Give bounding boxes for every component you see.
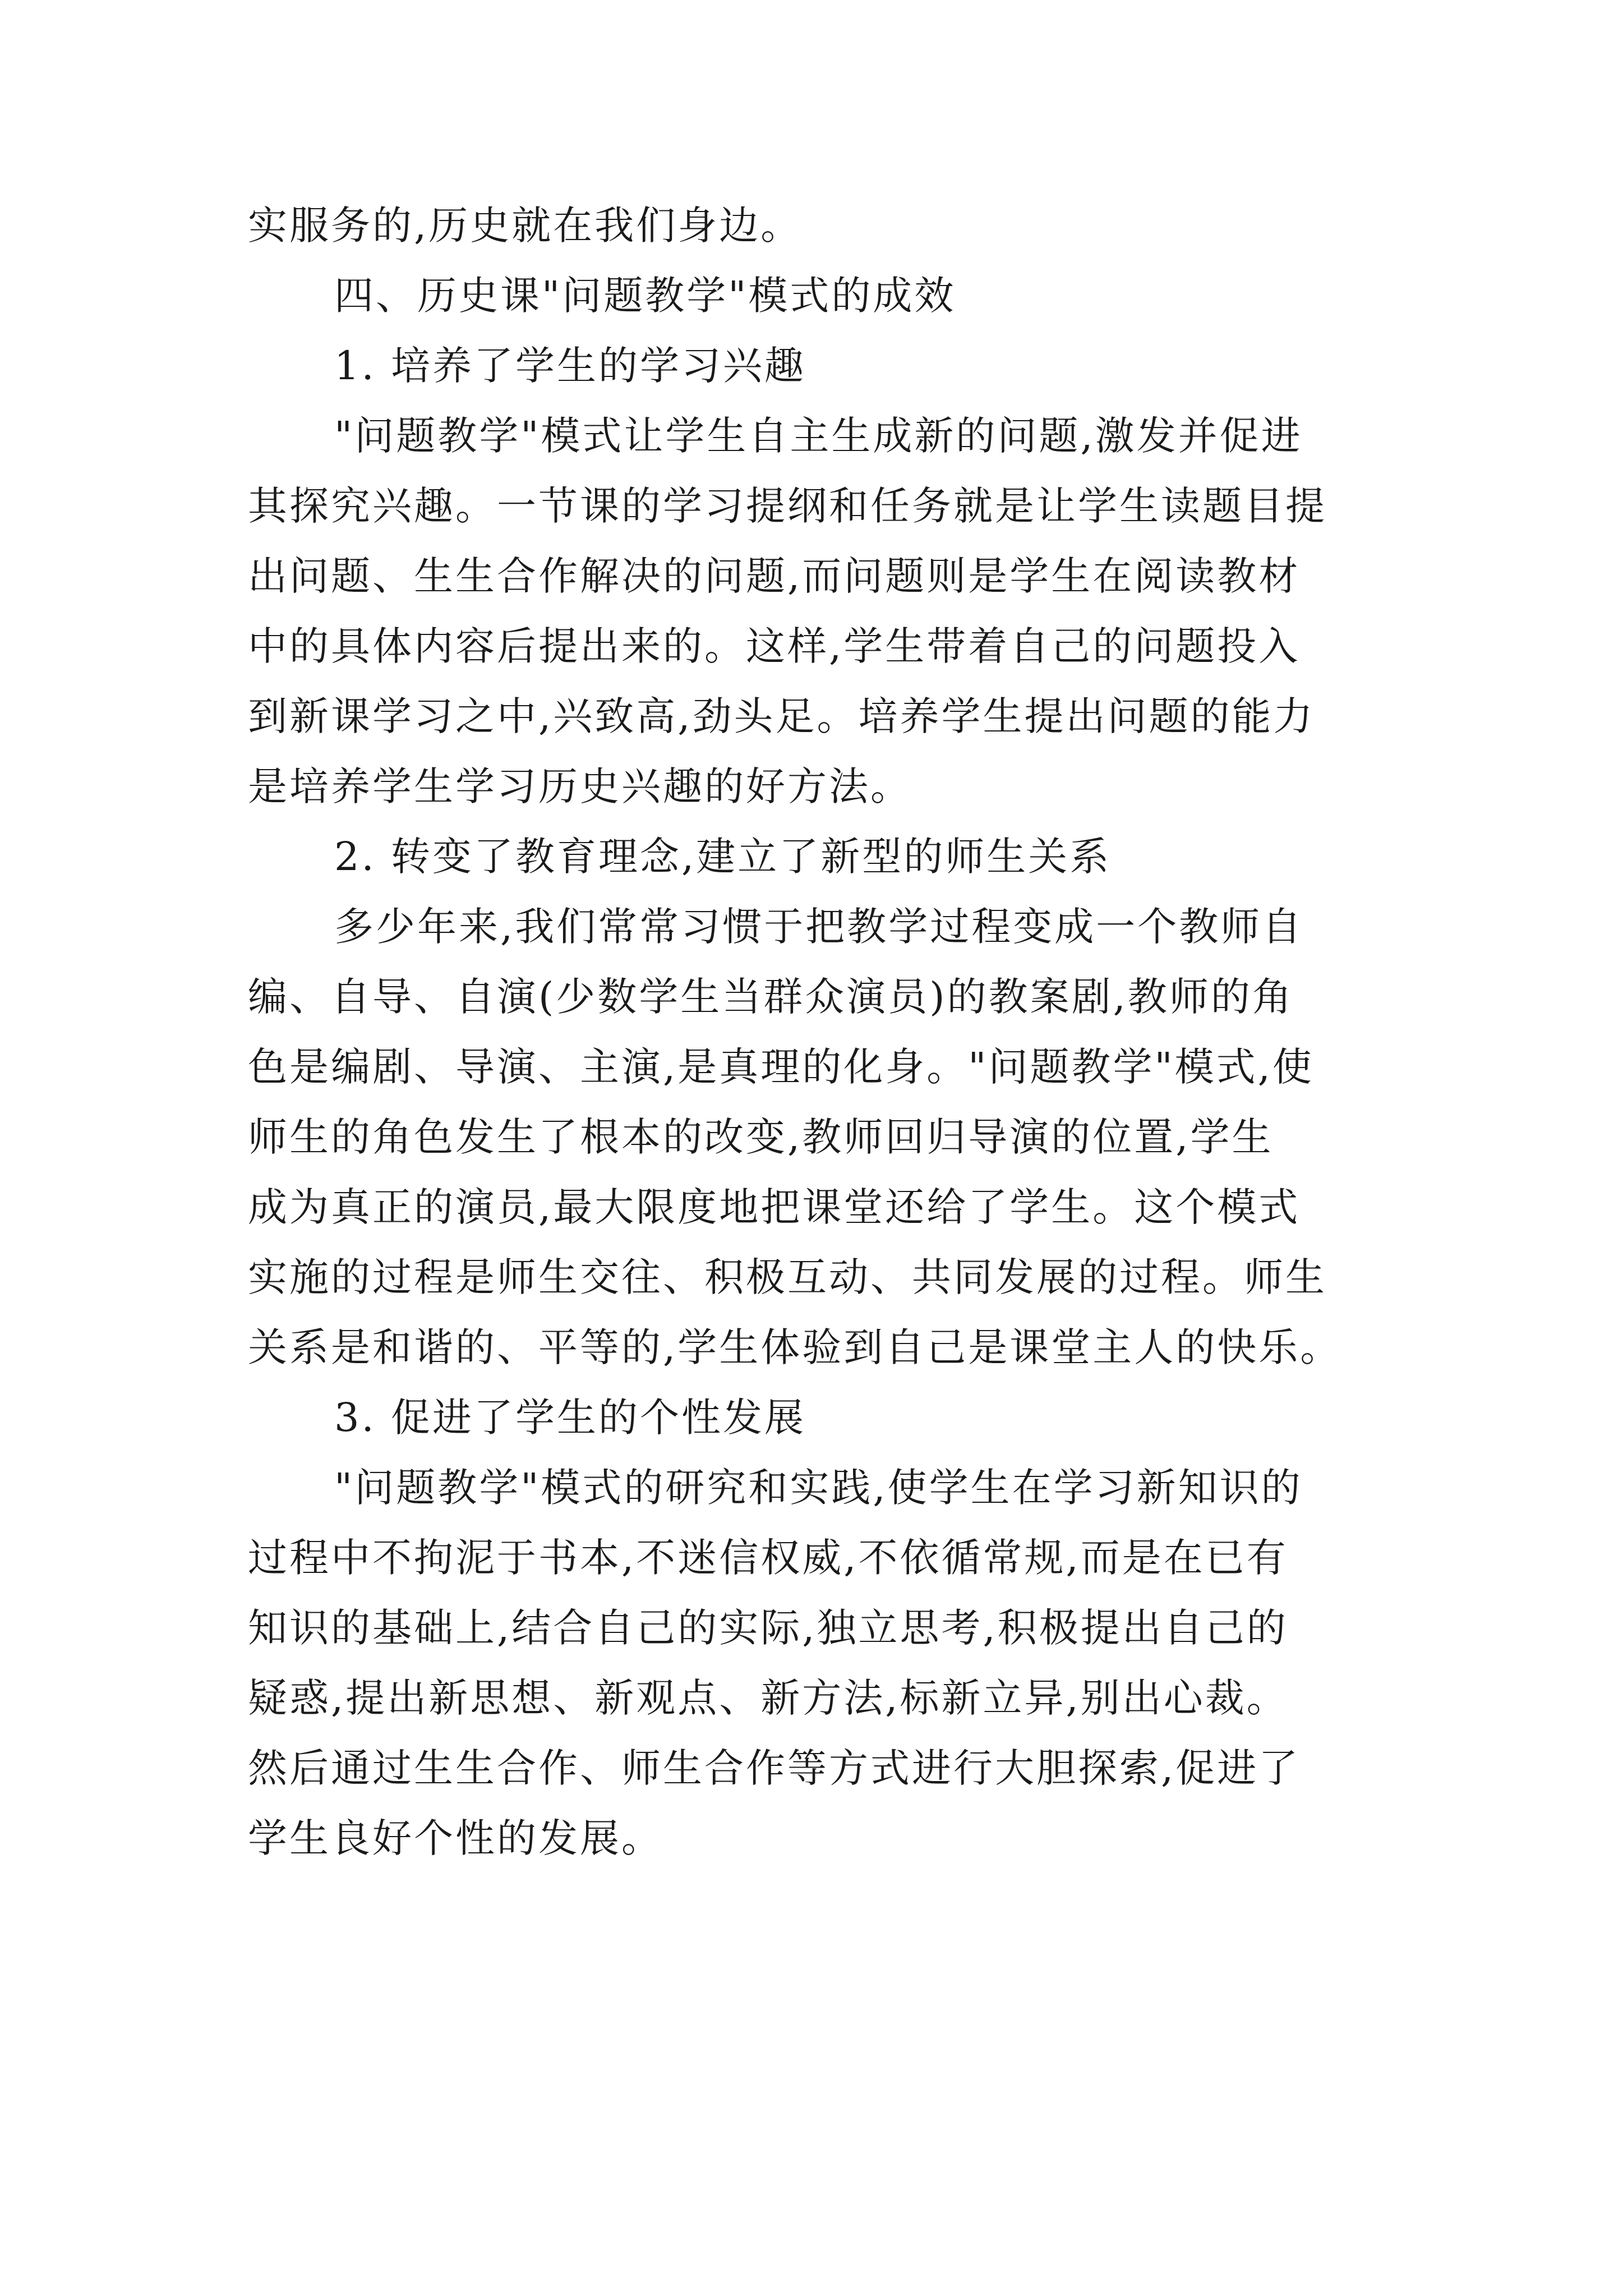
paragraph-line: 疑惑,提出新思想、新观点、新方法,标新立异,别出心裁。 <box>248 1675 1288 1721</box>
paragraph-line: 色是编剧、导演、主演,是真理的化身。"问题教学"模式,使 <box>248 1044 1314 1090</box>
paragraph-line: 实施的过程是师生交往、积极互动、共同发展的过程。师生 <box>248 1254 1327 1300</box>
paragraph-line: 中的具体内容后提出来的。这样,学生带着自己的问题投入 <box>248 623 1301 669</box>
paragraph-line: 多少年来,我们常常习惯于把教学过程变成一个教师自 <box>334 904 1304 950</box>
paragraph-line: 编、自导、自演(少数学生当群众演员)的教案剧,教师的角 <box>248 974 1294 1020</box>
paragraph-line: "问题教学"模式的研究和实践,使学生在学习新知识的 <box>334 1465 1303 1511</box>
paragraph-line: 其探究兴趣。一节课的学习提纲和任务就是让学生读题目提 <box>248 483 1327 529</box>
subsection-heading: 2. 转变了教育理念,建立了新型的师生关系 <box>334 834 1112 880</box>
paragraph-line: 到新课学习之中,兴致高,劲头足。培养学生提出问题的能力 <box>248 693 1315 739</box>
section-heading: 四、历史课"问题教学"模式的成效 <box>334 273 956 319</box>
paragraph-line: 师生的角色发生了根本的改变,教师回归导演的位置,学生 <box>248 1114 1274 1160</box>
paragraph-line: 知识的基础上,结合自己的实际,独立思考,积极提出自己的 <box>248 1605 1288 1651</box>
paragraph-line: "问题教学"模式让学生自主生成新的问题,激发并促进 <box>334 413 1303 459</box>
paragraph-line: 实服务的,历史就在我们身边。 <box>248 203 803 249</box>
paragraph-line: 然后通过生生合作、师生合作等方式进行大胆探索,促进了 <box>248 1745 1301 1791</box>
paragraph-line: 出问题、生生合作解决的问题,而问题则是学生在阅读教材 <box>248 553 1301 599</box>
paragraph-line: 过程中不拘泥于书本,不迷信权威,不依循常规,而是在已有 <box>248 1535 1288 1581</box>
paragraph-line: 学生良好个性的发展。 <box>248 1815 663 1861</box>
paragraph-line: 是培养学生学习历史兴趣的好方法。 <box>248 763 912 809</box>
subsection-heading: 3. 促进了学生的个性发展 <box>334 1395 806 1441</box>
subsection-heading: 1. 培养了学生的学习兴趣 <box>334 343 806 389</box>
paragraph-line: 成为真正的演员,最大限度地把课堂还给了学生。这个模式 <box>248 1184 1301 1230</box>
document-body <box>248 191 1398 1874</box>
paragraph-line: 关系是和谐的、平等的,学生体验到自己是课堂主人的快乐。 <box>248 1324 1342 1370</box>
